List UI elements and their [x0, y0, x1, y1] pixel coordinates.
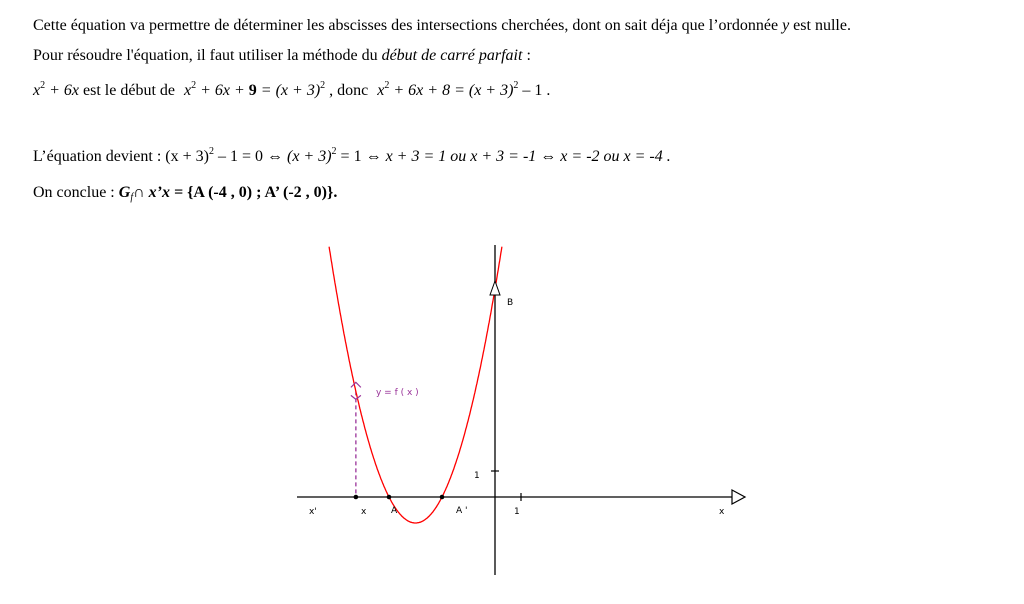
point-B-marker-icon[interactable]	[490, 281, 500, 295]
label-x-unit: 1	[514, 507, 520, 517]
label-A: A	[391, 506, 398, 516]
intersection-symbol: ∩	[133, 184, 145, 201]
text-line-3: $x^2 + 6x$ est le début de $x^2 + 6x + 9 = (x + 3)^2$ , donc $x^2 + 6x + 8 = (x + 3)^2 - 1$ .	[33, 80, 551, 99]
text-line-1: Cette équation va permettre de déterminer les abscisses des intersections cherchées, dont on sait déja que l’ordonnée y est nulle.	[33, 17, 851, 34]
label-y-unit: 1	[474, 471, 480, 481]
text-line-5: On conclue : $G_f\cap$ x’x = {A (-4 , 0) ; A’ (-2 , 0)}.	[33, 184, 338, 203]
label-x-end: x	[719, 507, 725, 517]
point-Aprime[interactable]	[440, 495, 445, 500]
x-axis-arrow-icon	[732, 490, 745, 504]
label-y-equals-f-x: y = f ( x )	[376, 388, 419, 398]
label-B: B	[507, 298, 514, 308]
text-line-2: Pour résoudre l'équation, il faut utiliser la méthode du début de carré parfait :	[33, 47, 531, 64]
point-x-moving[interactable]	[354, 495, 359, 500]
point-A[interactable]	[387, 495, 392, 500]
parabola-curve	[329, 247, 502, 523]
label-xprime: x'	[309, 507, 317, 517]
text-line-4: L’équation devient : $(x + 3)^2 - 1 = 0$ ⇔ $(x + 3)^2 = 1$ ⇔ x + 3 = 1 ou x + 3 = -1 ⇔ x = -2 ou x = -4 .	[33, 146, 671, 165]
label-x-moving: x	[361, 507, 367, 517]
label-Aprime: A '	[456, 506, 468, 516]
equivalence-symbol: ⇔	[266, 148, 283, 165]
